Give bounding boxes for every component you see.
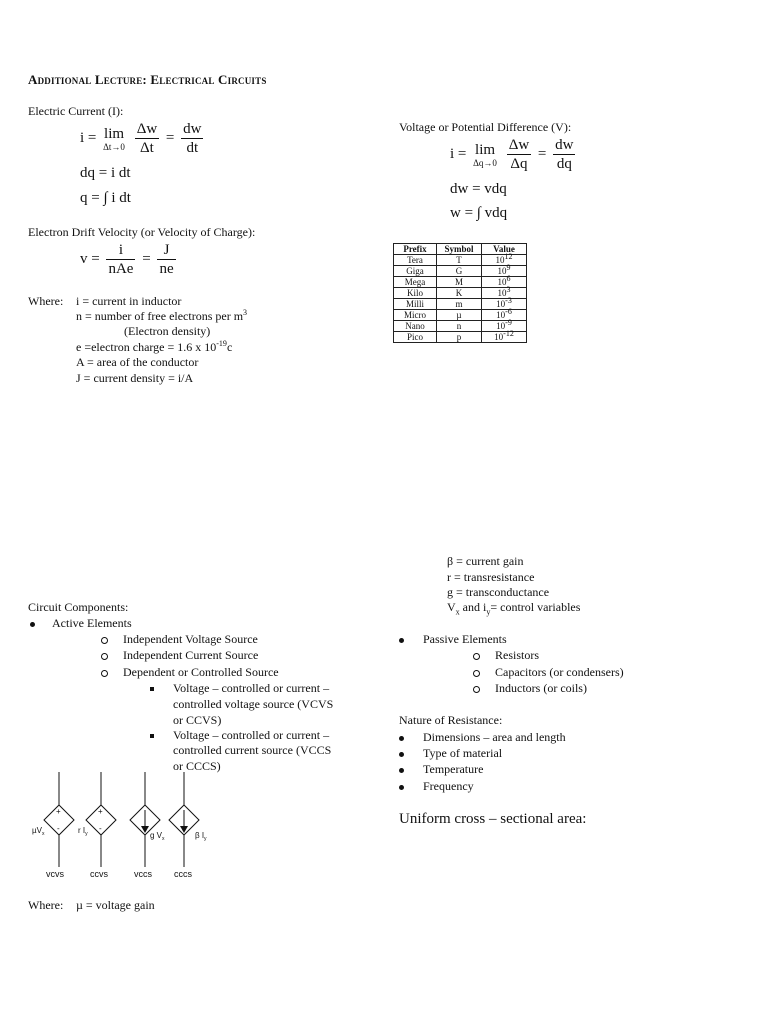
- vcvs-line-2: controlled voltage source (VCVS: [173, 697, 334, 711]
- prefix-table: [393, 243, 527, 343]
- cell-prefix: Pico: [394, 332, 437, 343]
- circle-bullet-icon: [473, 686, 480, 693]
- where-label: Where:: [28, 294, 64, 308]
- cell-value: $10^{12}$: [482, 255, 527, 266]
- drift-lhs: v =: [80, 250, 100, 267]
- resistance-item: Frequency: [399, 779, 404, 794]
- dt: dt: [181, 138, 203, 157]
- passive-elements-item: Passive Elements: [399, 632, 404, 647]
- voltage-eq-lhs: i =: [450, 145, 467, 162]
- lim-sub: Δt→0: [103, 141, 125, 152]
- circle-bullet-icon: [473, 670, 480, 677]
- cell-symbol: p: [437, 332, 482, 343]
- vcvs-line-3: or CCVS): [173, 713, 222, 727]
- cell-value: $10^{-6}$: [482, 310, 527, 321]
- cell-value: $10^6$: [482, 277, 527, 288]
- g-definition: g = transconductance: [447, 585, 550, 599]
- bullet-icon: [399, 638, 404, 643]
- resistance-item: Dimensions – area and length: [399, 730, 404, 745]
- cell-symbol: M: [437, 277, 482, 288]
- r-definition: r = transresistance: [447, 570, 535, 584]
- indep-voltage-item: Independent Voltage Source: [101, 632, 108, 647]
- drift-velocity-equation: v = $\frac{i}{\text{nAe}}$ = $\frac{J}{ne}$: [80, 242, 174, 277]
- bullet-icon: [30, 622, 35, 627]
- dependent-source-item: Dependent or Controlled Source: [101, 665, 108, 680]
- bullet-icon: [399, 736, 404, 741]
- ccvs-label: ccvs: [90, 869, 108, 879]
- circle-bullet-icon: [101, 637, 108, 644]
- active-elements-label: Active Elements: [52, 616, 132, 630]
- header-value: Value: [482, 244, 527, 255]
- lim-sub: Δq→0: [473, 157, 497, 168]
- where-line-density: (Electron density): [124, 324, 211, 338]
- bullet-icon: [399, 768, 404, 773]
- dw-equation: dw = vdq: [450, 181, 507, 197]
- cccs-label: cccs: [174, 869, 192, 879]
- cell-value: $10^{-9}$: [482, 321, 527, 332]
- frac-num: J: [163, 242, 170, 258]
- cell-prefix: Tera: [394, 255, 437, 266]
- g-vx-label: g $V_x$: [150, 831, 165, 842]
- delta-w: Δw: [136, 121, 158, 137]
- capacitors-item: Capacitors (or condensers): [473, 665, 480, 680]
- vcvs-line-1: Voltage – controlled or current –: [173, 681, 330, 695]
- circle-bullet-icon: [473, 653, 480, 660]
- ccvs-minus: -: [99, 824, 102, 833]
- w-integral-equation: w = ∫ vdq: [450, 205, 508, 221]
- i-over-nae: [106, 241, 135, 278]
- cell-value: $10^9$: [482, 266, 527, 277]
- vccs-line-2: controlled current source (VCCS: [173, 743, 332, 757]
- delta-fraction: [135, 120, 159, 157]
- delta-fraction: [507, 136, 531, 173]
- vcvs-item: [150, 681, 154, 696]
- inductors-item: Inductors (or coils): [473, 681, 480, 696]
- table-row: [394, 332, 527, 343]
- cell-value: $10^3$: [482, 288, 527, 299]
- dw: dw: [183, 121, 202, 137]
- voltage-heading: Voltage or Potential Difference (V):: [399, 120, 572, 134]
- indep-current-item: Independent Current Source: [101, 648, 108, 663]
- bullet-icon: [399, 785, 404, 790]
- drift-velocity-heading: Electron Drift Velocity (or Velocity of Charge):: [28, 225, 256, 239]
- where-line-n: [76, 309, 247, 324]
- resistance-item: Temperature: [399, 762, 404, 777]
- cell-prefix: Milli: [394, 299, 437, 310]
- beta-definition: β = current gain: [447, 554, 524, 568]
- frac-den: nAe: [108, 261, 134, 277]
- cell-value: $10^{-12}$: [482, 332, 527, 343]
- q-integral-equation: q = ∫ i dt: [80, 190, 131, 206]
- electric-current-heading: Electric Current (I):: [28, 104, 124, 118]
- vccs-line-1: Voltage – controlled or current –: [173, 728, 330, 742]
- cell-symbol: m: [437, 299, 482, 310]
- vccs-label: vccs: [134, 869, 152, 879]
- resistance-item: Type of material: [399, 746, 404, 761]
- where-line-a: A = area of the conductor: [76, 355, 199, 369]
- square-bullet-icon: [150, 734, 154, 738]
- vcvs-minus: -: [57, 824, 60, 833]
- derivative-fraction: [181, 120, 203, 157]
- delta-t: Δt: [135, 138, 159, 157]
- vcvs-label: vcvs: [46, 869, 64, 879]
- j-over-ne: [157, 241, 175, 278]
- vccs-line-3: or CCCS): [173, 759, 221, 773]
- current-eq-lhs: i =: [80, 129, 97, 146]
- voltage-limit-equation: i = lim Δq→0 $\frac{\Delta w}{\Delta q}$ = $\frac{dw}{dq}$: [450, 137, 574, 172]
- where-e-end: c: [226, 340, 233, 354]
- ccvs-plus: +: [98, 807, 103, 816]
- bullet-icon: [399, 752, 404, 757]
- cell-prefix: Nano: [394, 321, 437, 332]
- cell-prefix: Kilo: [394, 288, 437, 299]
- circle-bullet-icon: [101, 653, 108, 660]
- header-symbol: Symbol: [437, 244, 482, 255]
- vcvs-plus: +: [56, 807, 61, 816]
- control-variables-definition: $V_x$ and $i_y=$ control variables: [447, 600, 581, 617]
- lim-word: lim: [475, 141, 496, 158]
- circle-bullet-icon: [101, 670, 108, 677]
- active-elements-item: [30, 616, 132, 631]
- where-line-i: i = current in inductor: [76, 294, 182, 308]
- cell-value: $10^{-3}$: [482, 299, 527, 310]
- dq: dq: [553, 154, 575, 173]
- cell-prefix: Mega: [394, 277, 437, 288]
- circuit-components-heading: Circuit Components:: [28, 600, 129, 614]
- delta-q: Δq: [507, 154, 531, 173]
- cell-prefix: Micro: [394, 310, 437, 321]
- cell-symbol: G: [437, 266, 482, 277]
- where-n-sup: 3: [243, 308, 248, 317]
- resistance-heading: Nature of Resistance:: [399, 713, 503, 727]
- square-bullet-icon: [150, 687, 154, 691]
- resistors-item: Resistors: [473, 648, 480, 663]
- lim-word: lim: [104, 125, 125, 142]
- dependent-sources-diagram: [26, 772, 236, 892]
- where-line-e: [76, 340, 232, 355]
- beta-iy-label: β $I_y$: [195, 831, 207, 842]
- cell-symbol: n: [437, 321, 482, 332]
- header-prefix: Prefix: [394, 244, 437, 255]
- page-title: Additional Lecture: Electrical Circuits: [28, 72, 267, 87]
- cell-symbol: T: [437, 255, 482, 266]
- where-mu-label: Where:: [28, 898, 64, 912]
- cell-symbol: K: [437, 288, 482, 299]
- where-e-sup: -19: [216, 339, 227, 348]
- mu-vx-label: µV$_x$: [32, 826, 45, 837]
- dw: dw: [555, 137, 574, 153]
- r-iy-label: r $I_y$: [78, 826, 88, 837]
- delta-w: Δw: [508, 137, 530, 153]
- where-mu-text: µ = voltage gain: [76, 898, 155, 912]
- vccs-item: [150, 728, 154, 743]
- current-limit-equation: i = lim Δt→0 $\frac{\Delta w}{\Delta t}$ = $\frac{dw}{dt}$: [80, 121, 202, 156]
- derivative-fraction: [553, 136, 575, 173]
- uniform-area-heading: Uniform cross – sectional area:: [399, 811, 587, 827]
- limit-expression: [473, 142, 497, 168]
- frac-num: i: [118, 242, 124, 258]
- where-line-j: J = current density = i/A: [76, 371, 194, 385]
- frac-den: ne: [159, 261, 174, 277]
- cell-prefix: Giga: [394, 266, 437, 277]
- limit-expression: [103, 126, 125, 152]
- dq-equation: dq = i dt: [80, 165, 131, 181]
- cell-symbol: µ: [437, 310, 482, 321]
- where-n-text: n = number of free electrons per m: [76, 309, 244, 323]
- where-e-text: e =electron charge = 1.6 x 10: [76, 340, 217, 354]
